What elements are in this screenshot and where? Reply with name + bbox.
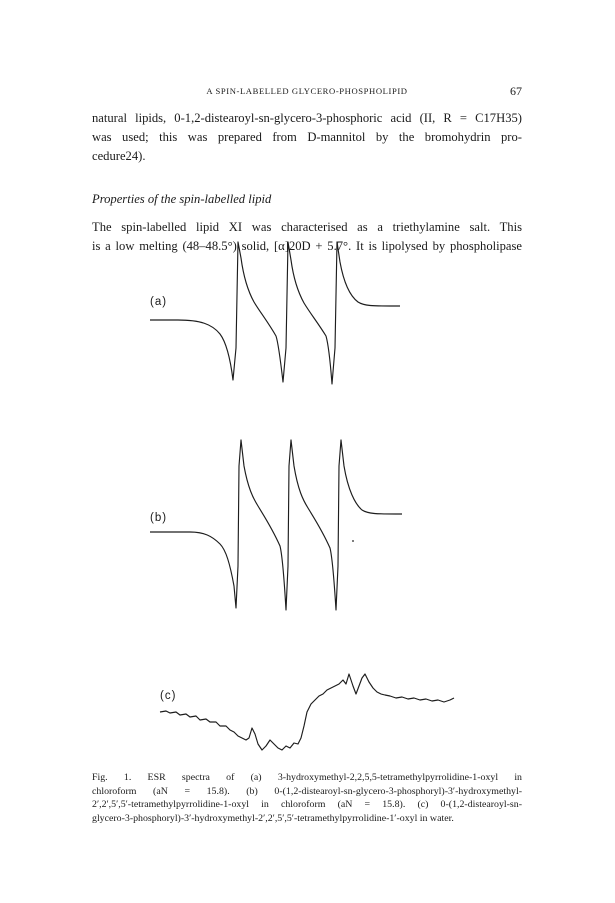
panel-label-c: (c) [160, 690, 177, 702]
esr-spectrum-c [160, 664, 460, 760]
page-number: 67 [510, 84, 522, 98]
esr-spectrum-a [150, 238, 410, 388]
figure-caption [92, 771, 522, 825]
paragraph-line: natural lipids, 0-1,2-distearoyl-sn-glycero-3-phosphoric acid (II, R = C17H35) [92, 111, 522, 125]
paragraph-line: was used; this was prepared from D-mannitol by the bromohydrin pro- [92, 130, 522, 144]
paragraph-line: The spin-labelled lipid XI was characterised as a triethylamine salt. This [92, 220, 522, 234]
esr-spectrum-b [150, 436, 410, 616]
panel-label-b: (b) [150, 512, 168, 524]
panel-label-a: (a) [150, 296, 168, 308]
paragraph-1 [92, 109, 522, 166]
paragraph-line: is a low melting (48–48.5°) solid, [α]20D + 5.7°. It is lipolysed by phospholipase [92, 239, 522, 253]
section-heading: Properties of the spin-labelled lipid [92, 192, 272, 206]
running-title: A SPIN-LABELLED GLYCERO-PHOSPHOLIPID [206, 86, 408, 96]
stray-mark [352, 540, 354, 542]
caption-line: chloroform (aN = 15.8). (b) 0-(1,2-distearoyl-sn-glycero-3-phosphoryl)-3′-hydroxymethyl- [92, 785, 522, 797]
caption-line: 2′,2′,5′,5′-tetramethylpyrrolidine-1-oxyl in chloroform (aN = 15.8). (c) 0-(1,2-distearoyl-sn- [92, 799, 522, 811]
caption-line: Fig. 1. ESR spectra of (a) 3-hydroxymethyl-2,2,5,5-tetramethylpyrrolidine-1-oxyl in [92, 772, 522, 783]
running-head [92, 84, 522, 100]
caption-line: glycero-3-phosphoryl)-3′-hydroxymethyl-2′,2′,5′,5′-tetramethylpyrrolidine-1′-oxyl in water. [92, 812, 454, 824]
paragraph-line: cedure24). [92, 149, 146, 163]
